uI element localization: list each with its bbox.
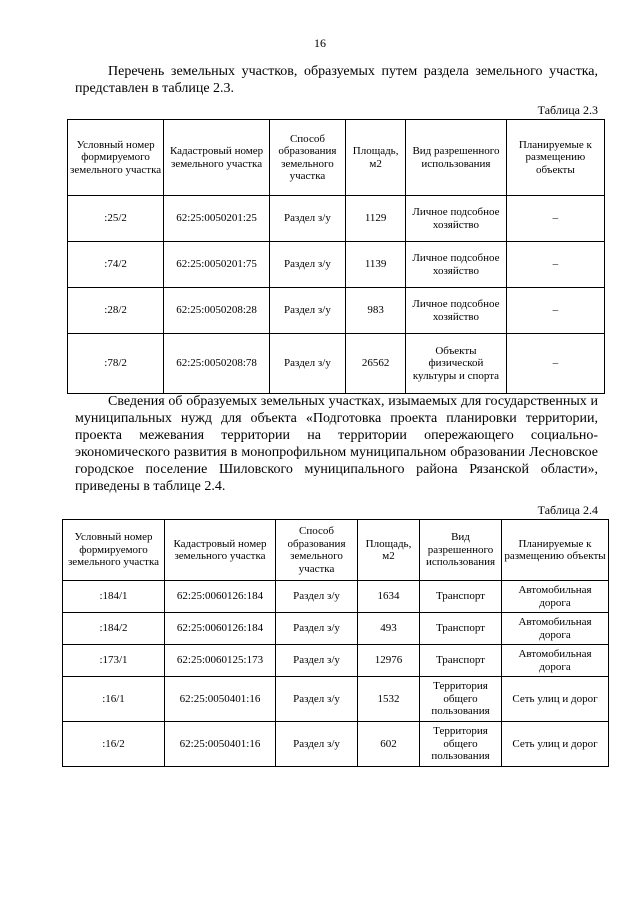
table-cell: Сеть улиц и дорог (502, 677, 609, 722)
table-header-row (68, 120, 605, 196)
table-row (63, 722, 609, 767)
intro-text: Перечень земельных участков, образуемых путем раздела земельного участка, представлен в таблице 2.3. (75, 64, 598, 96)
table-cell: :74/2 (68, 242, 164, 288)
table-header-row (63, 520, 609, 581)
header-cell: Кадастровый номер земельного участка (165, 520, 276, 581)
table-cell: Транспорт (420, 645, 502, 677)
table-cell: 62:25:0060126:184 (165, 613, 276, 645)
table-cell: Раздел з/у (276, 581, 358, 613)
table-cell: Раздел з/у (269, 334, 345, 394)
table-cell: Раздел з/у (269, 196, 345, 242)
header-cell: Вид разрешенного использования (406, 120, 506, 196)
table-cell: 26562 (346, 334, 406, 394)
table-cell: 1532 (358, 677, 420, 722)
table-cell: Раздел з/у (269, 242, 345, 288)
table-row (63, 613, 609, 645)
table-cell: – (506, 242, 604, 288)
table-row (63, 645, 609, 677)
table-cell: 62:25:0050201:75 (164, 242, 270, 288)
second-paragraph (75, 393, 598, 495)
table-cell: – (506, 288, 604, 334)
header-cell: Площадь, м2 (346, 120, 406, 196)
table-cell: 983 (346, 288, 406, 334)
intro-paragraph (75, 63, 598, 97)
table-cell: Территория общего пользования (420, 722, 502, 767)
table-cell: Транспорт (420, 613, 502, 645)
table-cell: Личное подсобное хозяйство (406, 242, 506, 288)
header-cell: Условный номер формируемого земельного участка (63, 520, 165, 581)
table-cell: 12976 (358, 645, 420, 677)
table-cell: Раздел з/у (276, 613, 358, 645)
table-cell: :28/2 (68, 288, 164, 334)
table-cell: Транспорт (420, 581, 502, 613)
table-cell: 62:25:0060125:173 (165, 645, 276, 677)
table-cell: 62:25:0050208:28 (164, 288, 270, 334)
table-cell: :184/1 (63, 581, 165, 613)
table-cell: Автомобильная дорога (502, 645, 609, 677)
table-cell: :78/2 (68, 334, 164, 394)
table-2-3-caption: Таблица 2.3 (537, 103, 598, 117)
table-row (68, 334, 605, 394)
header-cell: Способ образования земельного участка (276, 520, 358, 581)
table-cell: – (506, 334, 604, 394)
table-cell: 493 (358, 613, 420, 645)
table-cell: :16/2 (63, 722, 165, 767)
table-cell: 1129 (346, 196, 406, 242)
table-cell: Раздел з/у (269, 288, 345, 334)
header-cell: Вид разрешенного использования (420, 520, 502, 581)
table-row (63, 581, 609, 613)
table-cell: Автомобильная дорога (502, 581, 609, 613)
table-cell: :16/1 (63, 677, 165, 722)
table-cell: :184/2 (63, 613, 165, 645)
table-cell: 62:25:0050201:25 (164, 196, 270, 242)
header-cell: Кадастровый номер земельного участка (164, 120, 270, 196)
header-cell: Условный номер формируемого земельного участка (68, 120, 164, 196)
table-row (68, 242, 605, 288)
header-cell: Планируемые к размещению объекты (506, 120, 604, 196)
table-2-3 (67, 119, 605, 394)
table-cell: :25/2 (68, 196, 164, 242)
table-row (68, 196, 605, 242)
table-2-4-caption: Таблица 2.4 (537, 503, 598, 517)
table-cell: Раздел з/у (276, 722, 358, 767)
table-cell: 1139 (346, 242, 406, 288)
table-cell: 62:25:0050208:78 (164, 334, 270, 394)
table-row (63, 677, 609, 722)
table-cell: 62:25:0050401:16 (165, 677, 276, 722)
table-cell: Объекты физической культуры и спорта (406, 334, 506, 394)
header-cell: Планируемые к размещению объекты (502, 520, 609, 581)
table-cell: Территория общего пользования (420, 677, 502, 722)
second-text: Сведения об образуемых земельных участках, изымаемых для государственных и муниципальных нужд для объекта «Подготовка проекта планировки территории, проекта межевания территории на территории опережающего социально-экономического развития в монопрофильном муниципальном образовании Лесновское городское поселение Шиловского муниципального района Рязанской области», приведены в таблице 2.4. (75, 394, 598, 494)
page-number: 16 (314, 36, 326, 50)
table-cell: Раздел з/у (276, 677, 358, 722)
table-2-4 (62, 519, 609, 767)
table-cell: 1634 (358, 581, 420, 613)
table-row (68, 288, 605, 334)
table-cell: 602 (358, 722, 420, 767)
table-cell: Сеть улиц и дорог (502, 722, 609, 767)
table-cell: Личное подсобное хозяйство (406, 196, 506, 242)
header-cell: Площадь, м2 (358, 520, 420, 581)
table-cell: :173/1 (63, 645, 165, 677)
table-cell: Автомобильная дорога (502, 613, 609, 645)
table-cell: 62:25:0060126:184 (165, 581, 276, 613)
table-cell: Личное подсобное хозяйство (406, 288, 506, 334)
table-cell: – (506, 196, 604, 242)
table-cell: 62:25:0050401:16 (165, 722, 276, 767)
table-cell: Раздел з/у (276, 645, 358, 677)
header-cell: Способ образования земельного участка (269, 120, 345, 196)
